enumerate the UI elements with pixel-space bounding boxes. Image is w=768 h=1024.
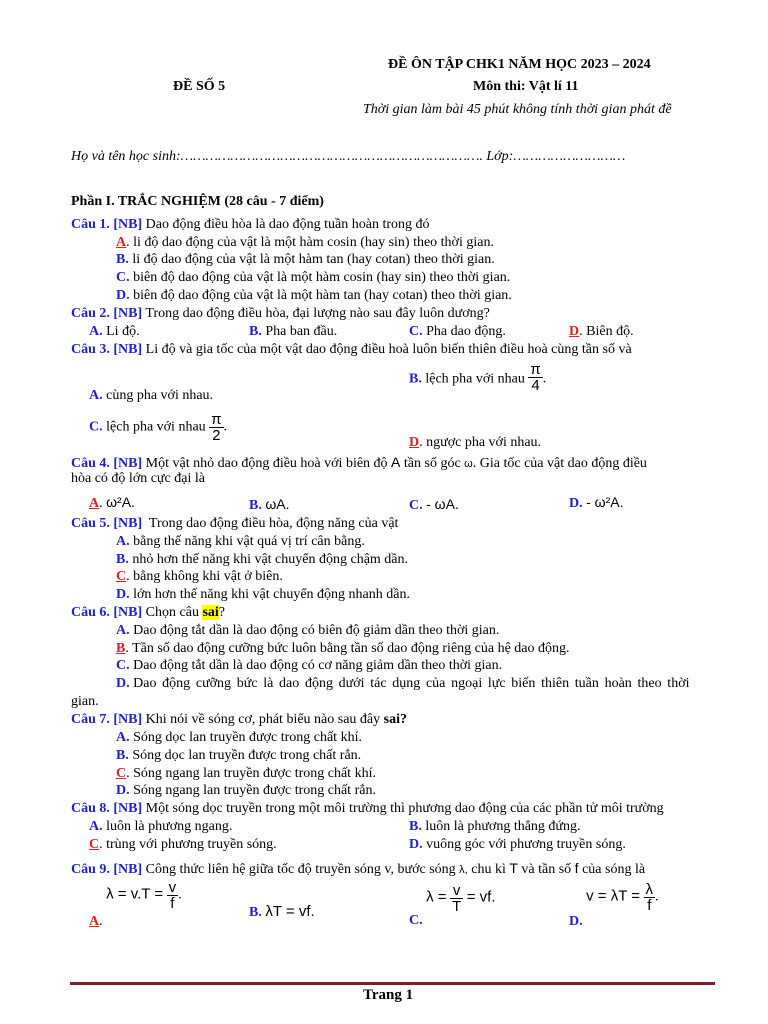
exam-title: ĐỀ ÔN TẬP CHK1 NĂM HỌC 2023 – 2024 xyxy=(388,57,651,72)
q6-option-a: A. Dao động tắt dần là dao động có biên độ giảm dần theo thời gian. xyxy=(116,623,500,638)
q5-option-c: C. bằng không khi vật ở biên. xyxy=(116,569,283,584)
footer-divider xyxy=(70,982,715,985)
q3-b-fraction: $\frac{\pi}{4}$ xyxy=(530,361,541,394)
q5-option-a: A. bằng thế năng khi vật quá vị trí cân bằng. xyxy=(116,534,365,549)
q9-option-d: D. v = λT = $\frac{\lambda}{f}$ . xyxy=(569,881,659,929)
exam-time: Thời gian làm bài 45 phút không tính thời gian phát đề xyxy=(363,102,672,117)
student-name-line: Họ và tên học sinh:………………………………………………………………. Lớp:……………………… xyxy=(71,149,626,164)
q1-text: Dao động điều hòa là dao động tuần hoàn trong đó xyxy=(145,217,430,232)
q2-option-c: C. Pha dao động. xyxy=(409,324,506,339)
q6-option-b: B. Tần số dao động cưỡng bức luôn bằng tần số dao động riêng của hệ dao động. xyxy=(116,641,570,656)
q9-a-fraction: $\frac{v}{f}$ xyxy=(168,879,177,912)
exam-number: ĐỀ SỐ 5 xyxy=(173,79,226,94)
q2-option-d: D. Biên độ. xyxy=(569,324,634,339)
q7-option-c: C. Sóng ngang lan truyền được trong chất khí. xyxy=(116,766,376,781)
q1-label: Câu 1. [NB] xyxy=(71,217,143,232)
q1-option-d: D. biên độ dao động của vật là một hàm tan (hay cotan) theo thời gian. xyxy=(116,288,512,303)
q7-option-b: B. Sóng dọc lan truyền được trong chất rắn. xyxy=(116,748,362,763)
q1-option-c: C. biên độ dao động của vật là một hàm cosin (hay sin) theo thời gian. xyxy=(116,270,511,285)
question-2: Câu 2. [NB] Trong dao động điều hòa, đại lượng nào sau đây luôn dương? xyxy=(71,306,490,321)
q9-c-fraction: $\frac{v}{T}$ xyxy=(452,882,462,915)
q3-option-d: D. ngược pha với nhau. xyxy=(409,435,542,450)
q8-option-c: C. trùng với phương truyền sóng. xyxy=(89,837,277,852)
question-4-cont: hòa có độ lớn cực đại là xyxy=(71,471,205,486)
q8-option-b: B. luôn là phương thẳng đứng. xyxy=(409,819,581,834)
question-4: Câu 4. [NB] Một vật nhỏ dao động điều hoà với biên độ A tần số góc ω. Gia tốc của vật dao động điều xyxy=(71,454,647,471)
q4-option-a: A. ω²A. xyxy=(89,494,135,511)
question-1 xyxy=(71,217,430,233)
q4-option-b: B. ωA. xyxy=(249,496,290,513)
question-9: Câu 9. [NB] Công thức liên hệ giữa tốc độ truyền sóng v, bước sóng λ, chu kì T và tần số f của sóng là xyxy=(71,860,646,877)
q1-option-b: B. li độ dao động của vật là một hàm tan (hay cotan) theo thời gian. xyxy=(116,252,495,267)
q2-option-b: B. Pha ban đầu. xyxy=(249,324,338,339)
q3-option-b: B. lệch pha với nhau $\frac{\pi}{4}$ . xyxy=(409,361,547,394)
question-8: Câu 8. [NB] Một sóng dọc truyền trong một môi trường thì phương dao động của các phần tử môi trường xyxy=(71,801,664,816)
q6-option-d-cont: gian. xyxy=(71,694,99,709)
q3-option-a: A. cùng pha với nhau. xyxy=(89,388,214,403)
q3-option-c: C. lệch pha với nhau $\frac{\pi}{2}$ . xyxy=(89,411,228,444)
q7-option-a: A. Sóng dọc lan truyền được trong chất khí. xyxy=(116,730,362,745)
part1-title: Phần I. TRẮC NGHIỆM (28 câu - 7 điểm) xyxy=(71,194,324,209)
q8-option-a: A. luôn là phương ngang. xyxy=(89,819,233,834)
q4-option-c: C. - ωA. xyxy=(409,496,459,513)
question-7: Câu 7. [NB] Khi nói về sóng cơ, phát biểu nào sau đây sai? xyxy=(71,712,407,727)
q9-option-a: A. λ = v.T = $\frac{v}{f}$ . xyxy=(89,879,182,929)
q5-option-d: D. lớn hơn thế năng khi vật chuyển động nhanh dần. xyxy=(116,587,410,602)
q6-option-d: D. Dao động cưỡng bức là dao động dưới tác dụng của ngoại lực biến thiên tuần hoàn theo thời xyxy=(116,676,690,691)
q4-option-d: D. - ω²A. xyxy=(569,494,624,511)
question-3: Câu 3. [NB] Li độ và gia tốc của một vật dao động điều hoà luôn biến thiên điều hoà cùng tần số và xyxy=(71,342,632,357)
q5-option-b: B. nhỏ hơn thế năng khi vật chuyển động chậm dần. xyxy=(116,552,409,567)
question-6: Câu 6. [NB] Chọn câu sai? xyxy=(71,605,225,620)
q3-c-fraction: $\frac{\pi}{2}$ xyxy=(211,411,222,444)
q8-option-d: D. vuông góc với phương truyền sóng. xyxy=(409,837,626,852)
q9-option-c: C. λ = $\frac{v}{T}$ = vf. xyxy=(409,882,496,928)
q7-option-d: D. Sóng ngang lan truyền được trong chất rắn. xyxy=(116,783,376,798)
q6-option-c: C. Dao động tắt dần là dao động có cơ năng giảm dần theo thời gian. xyxy=(116,658,503,673)
page-number: Trang 1 xyxy=(363,987,414,1003)
q2-option-a: A. Li độ. xyxy=(89,324,140,339)
question-5: Câu 5. [NB] Trong dao động điều hòa, động năng của vật xyxy=(71,516,399,531)
q9-d-fraction: $\frac{\lambda}{f}$ xyxy=(645,881,654,914)
q9-option-b: B. λT = vf. xyxy=(249,903,315,920)
q1-option-a: A. li độ dao động của vật là một hàm cosin (hay sin) theo thời gian. xyxy=(116,235,494,250)
subject: Môn thi: Vật lí 11 xyxy=(473,79,579,94)
